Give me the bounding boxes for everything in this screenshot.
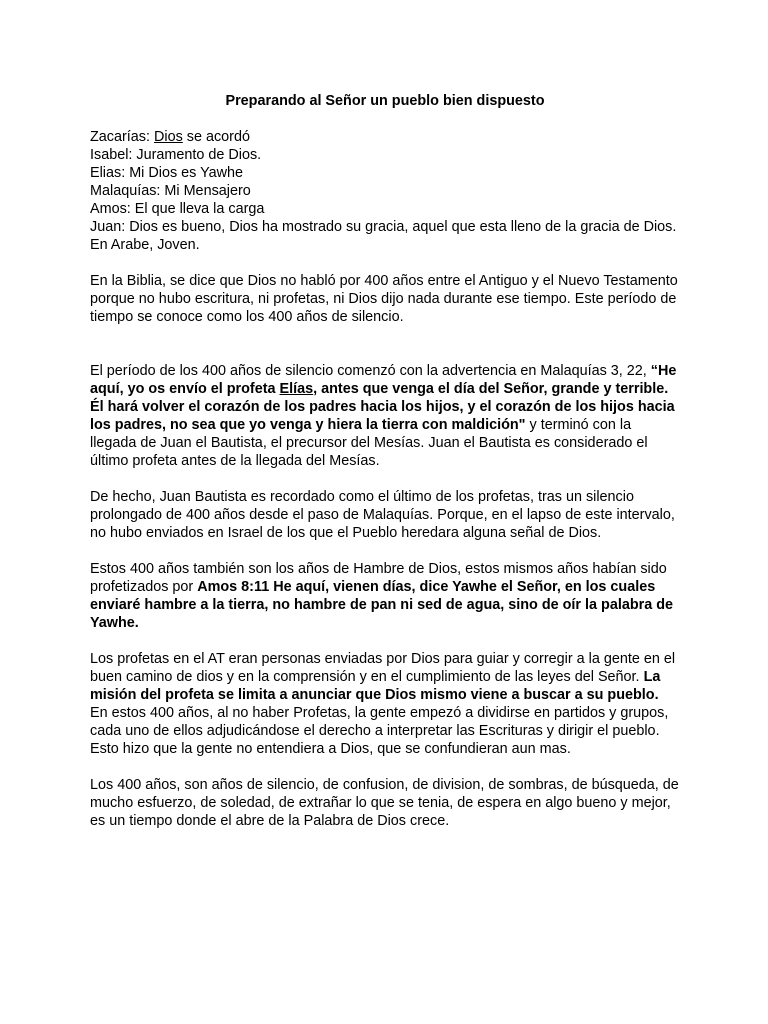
paragraph-periodo: [90, 362, 680, 470]
paragraph-text: El período de los 400 años de silencio comenzó con la advertencia en Malaquías 3, 22,: [90, 363, 651, 379]
document-title: Preparando al Señor un pueblo bien dispuesto: [225, 93, 545, 109]
bold-underlined-word: Elías: [279, 381, 314, 397]
paragraph-text-tail: y terminó con la llegada de Juan el Bautista, el precursor del Mesías. Juan el Bautista es considerado el último profeta antes de la llegada del Mesías.: [90, 417, 648, 469]
name-meaning-malaquias: Malaquías: Mi Mensajero: [90, 183, 251, 199]
paragraph-400-anos: Los 400 años, son años de silencio, de confusion, de division, de sombras, de búsqueda, de mucho esfuerzo, de soledad, de extrañar lo que se tenia, de espera en algo bueno y mejor, es un tiempo donde el abre de la Palabra de Dios crece.: [90, 777, 679, 829]
name-meaning-juan: Juan: Dios es bueno, Dios ha mostrado su gracia, aquel que esta lleno de la gracia de Dios. En Arabe, Joven.: [90, 219, 677, 253]
name-meaning-amos: Amos: El que lleva la carga: [90, 201, 265, 217]
name-meaning-zacarias: [90, 128, 680, 146]
name-text: Zacarías:: [90, 129, 154, 145]
paragraph-text: Estos 400 años también son los años de Hambre de Dios, estos mismos años habían sido profetizados por: [90, 561, 667, 595]
name-underlined-word: Dios: [153, 129, 183, 145]
bold-quote: “He aquí, yo os envío el profeta: [90, 363, 677, 397]
name-meaning-elias: Elias: Mi Dios es Yawhe: [90, 165, 244, 181]
bold-quote: Amos 8:11 He aquí, vienen días, dice Yawhe el Señor, en los cuales enviaré hambre a la tierra, no hambre de pan ni sed de agua, sino de oír la palabra de Yawhe.: [90, 579, 674, 631]
document-page: [90, 92, 680, 848]
paragraph-profetas: [90, 650, 680, 758]
bold-statement: La misión del profeta se limita a anunciar que Dios mismo viene a buscar a su pueblo.: [90, 669, 661, 703]
paragraph-hambre: [90, 560, 680, 632]
paragraph-text: Los profetas en el AT eran personas enviadas por Dios para guiar y corregir a la gente en el buen camino de dios y en la comprensión y en el cumplimiento de las leyes del Señor.: [90, 651, 676, 685]
paragraph-text-tail: En estos 400 años, al no haber Profetas, la gente empezó a dividirse en partidos y grupos, cada uno de ellos adjudicándose el derecho a interpretar las Escrituras y dirigir el pueblo. Esto hizo que la gente no entendiera a Dios, que se confundieran aun mas.: [90, 705, 669, 757]
bold-quote-cont: , antes que venga el día del Señor, grande y terrible. Él hará volver el corazón de los padres hacia los hijos, y el corazón de los hijos hacia los padres, no sea que yo venga y hiera la tierra con maldición": [90, 381, 675, 433]
paragraph-de-hecho: De hecho, Juan Bautista es recordado como el último de los profetas, tras un silencio prolongado de 400 años desde el paso de Malaquías. Porque, en el lapso de este intervalo, no hubo enviados en Israel de los que el Pueblo heredara alguna señal de Dios.: [90, 489, 675, 541]
paragraph-biblia: En la Biblia, se dice que Dios no habló por 400 años entre el Antiguo y el Nuevo Testamento porque no hubo escritura, ni profetas, ni Dios dijo nada durante ese tiempo. Este período de tiempo se conoce como los 400 años de silencio.: [90, 273, 678, 325]
spacer: [90, 344, 680, 362]
name-text-tail: se acordó: [182, 129, 250, 145]
name-meaning-isabel: Isabel: Juramento de Dios.: [90, 147, 262, 163]
name-meanings-list: [90, 128, 680, 254]
